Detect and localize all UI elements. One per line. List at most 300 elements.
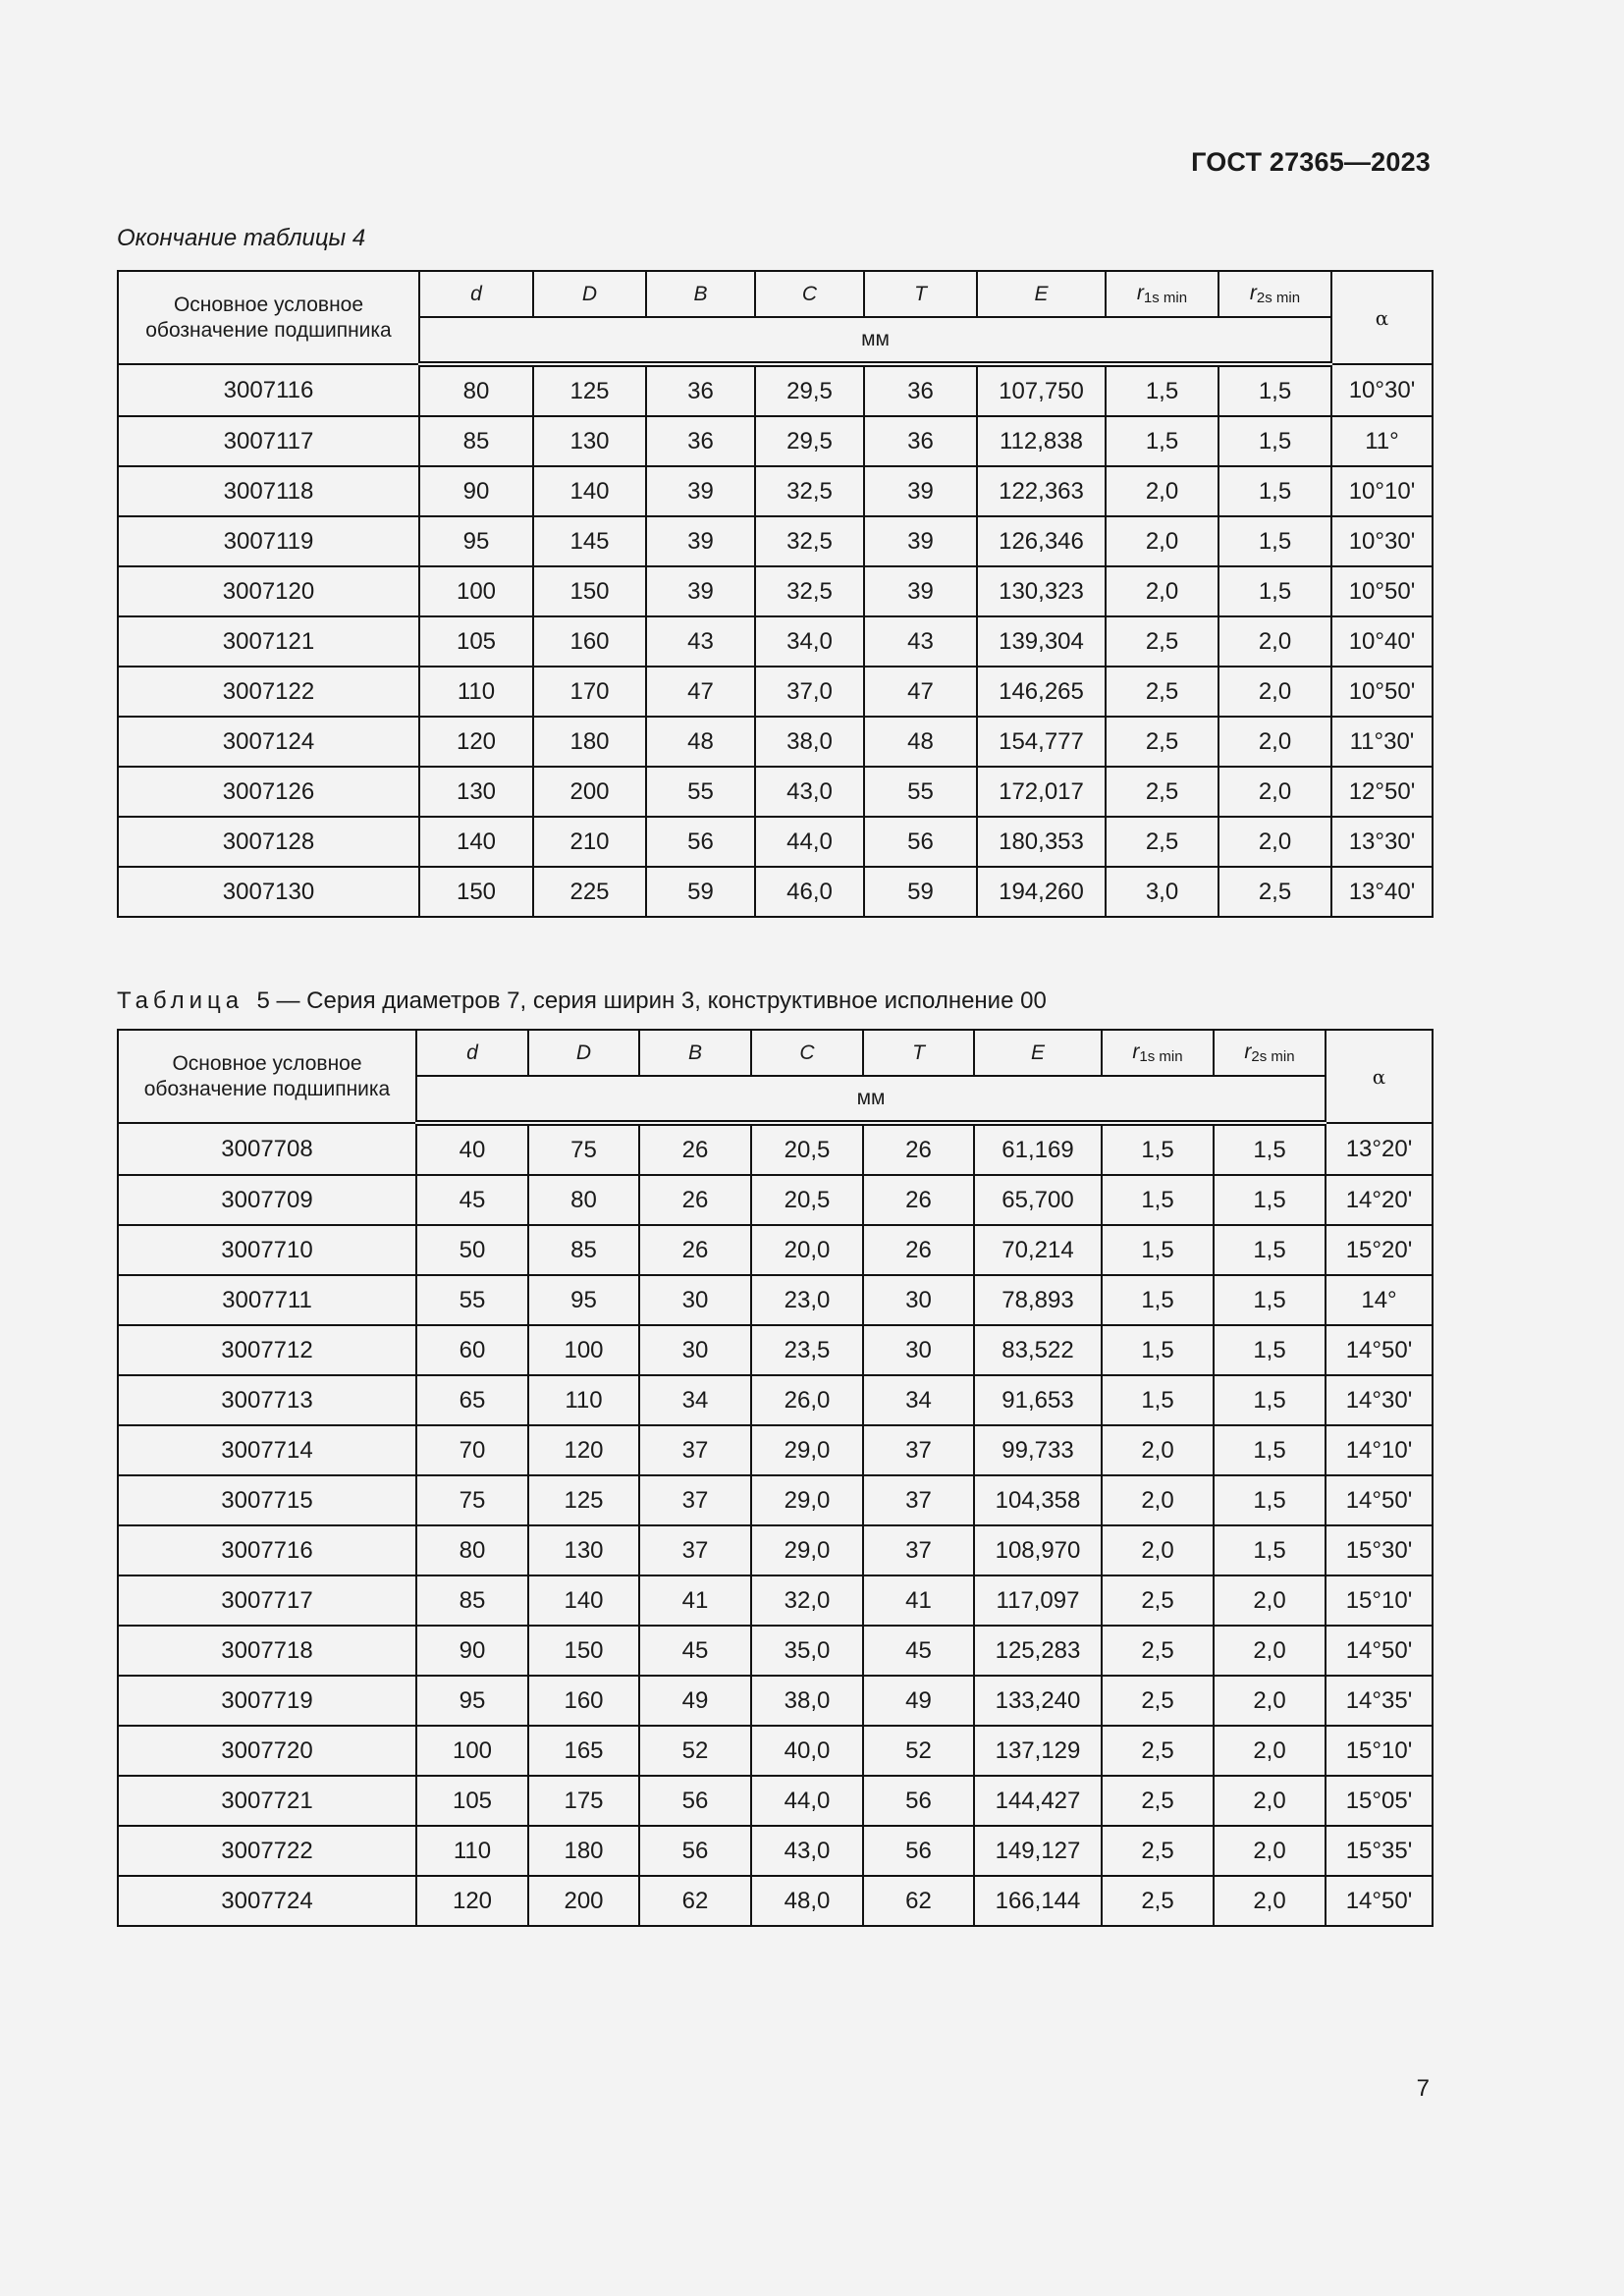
cell-d: 85 [416, 1575, 528, 1626]
table-row [118, 566, 1433, 616]
cell-D: 200 [533, 767, 646, 817]
cell-d: 150 [419, 867, 533, 917]
cell-alpha: 13°20' [1326, 1123, 1433, 1175]
cell-alpha: 15°30' [1326, 1525, 1433, 1575]
cell-r1s-min: 2,0 [1102, 1425, 1214, 1475]
cell-D: 210 [533, 817, 646, 867]
col-header-C: C [755, 271, 864, 317]
cell-r2s-min: 2,0 [1214, 1776, 1326, 1826]
cell-B: 41 [639, 1575, 751, 1626]
table-row [118, 416, 1433, 466]
cell-D: 130 [528, 1525, 639, 1575]
cell-alpha: 14°50' [1326, 1876, 1433, 1926]
cell-designation: 3007120 [118, 566, 419, 616]
cell-alpha: 13°30' [1331, 817, 1433, 867]
cell-B: 56 [639, 1826, 751, 1876]
cell-r2s-min: 1,5 [1214, 1123, 1326, 1175]
cell-designation: 3007121 [118, 616, 419, 667]
cell-d: 95 [416, 1676, 528, 1726]
cell-designation: 3007716 [118, 1525, 416, 1575]
cell-C: 32,5 [755, 566, 864, 616]
cell-alpha: 14°10' [1326, 1425, 1433, 1475]
cell-d: 120 [419, 717, 533, 767]
cell-T: 56 [863, 1776, 974, 1826]
table5-caption: Таблица 5 — Серия диаметров 7, серия ширин 3, конструктивное исполнение 00 [117, 988, 1047, 1014]
cell-r1s-min: 1,5 [1102, 1275, 1214, 1325]
cell-r1s-min: 2,5 [1106, 817, 1218, 867]
cell-D: 100 [528, 1325, 639, 1375]
cell-E: 125,283 [974, 1626, 1102, 1676]
cell-E: 154,777 [977, 717, 1106, 767]
cell-E: 137,129 [974, 1726, 1102, 1776]
cell-T: 30 [863, 1275, 974, 1325]
table-row [118, 767, 1433, 817]
cell-r1s-min: 2,5 [1102, 1626, 1214, 1676]
cell-C: 34,0 [755, 616, 864, 667]
cell-C: 29,0 [751, 1425, 863, 1475]
cell-D: 160 [533, 616, 646, 667]
cell-designation: 3007128 [118, 817, 419, 867]
table4-caption: Окончание таблицы 4 [117, 225, 366, 251]
cell-alpha: 14° [1326, 1275, 1433, 1325]
cell-C: 40,0 [751, 1726, 863, 1776]
table-row [118, 1726, 1433, 1776]
cell-r1s-min: 2,5 [1106, 767, 1218, 817]
unit-header: мм [419, 317, 1331, 364]
cell-designation: 3007721 [118, 1776, 416, 1826]
cell-D: 150 [533, 566, 646, 616]
cell-C: 20,0 [751, 1225, 863, 1275]
table-row [118, 1776, 1433, 1826]
cell-B: 26 [639, 1225, 751, 1275]
cell-r1s-min: 2,5 [1106, 717, 1218, 767]
cell-D: 150 [528, 1626, 639, 1676]
cell-C: 38,0 [751, 1676, 863, 1726]
cell-r2s-min: 2,0 [1218, 767, 1331, 817]
cell-r1s-min: 1,5 [1102, 1123, 1214, 1175]
cell-r1s-min: 2,5 [1102, 1575, 1214, 1626]
cell-r1s-min: 2,5 [1102, 1826, 1214, 1876]
cell-E: 99,733 [974, 1425, 1102, 1475]
cell-E: 130,323 [977, 566, 1106, 616]
table-5 [117, 1029, 1434, 1927]
cell-alpha: 14°50' [1326, 1475, 1433, 1525]
cell-T: 59 [864, 867, 977, 917]
cell-T: 36 [864, 416, 977, 466]
cell-T: 26 [863, 1175, 974, 1225]
cell-designation: 3007724 [118, 1876, 416, 1926]
cell-alpha: 10°40' [1331, 616, 1433, 667]
cell-d: 85 [419, 416, 533, 466]
cell-E: 65,700 [974, 1175, 1102, 1225]
cell-designation: 3007711 [118, 1275, 416, 1325]
cell-alpha: 13°40' [1331, 867, 1433, 917]
table-row [118, 516, 1433, 566]
cell-T: 39 [864, 566, 977, 616]
cell-D: 140 [533, 466, 646, 516]
cell-alpha: 14°20' [1326, 1175, 1433, 1225]
cell-designation: 3007713 [118, 1375, 416, 1425]
table-row [118, 1123, 1433, 1175]
cell-C: 32,5 [755, 516, 864, 566]
cell-d: 120 [416, 1876, 528, 1926]
cell-alpha: 15°05' [1326, 1776, 1433, 1826]
cell-r2s-min: 2,0 [1214, 1726, 1326, 1776]
cell-alpha: 10°50' [1331, 566, 1433, 616]
cell-D: 140 [528, 1575, 639, 1626]
cell-C: 23,5 [751, 1325, 863, 1375]
cell-d: 110 [416, 1826, 528, 1876]
col-header-r1s-min: $r_{1s min}$ [1106, 271, 1218, 317]
cell-alpha: 10°10' [1331, 466, 1433, 516]
cell-d: 100 [419, 566, 533, 616]
cell-alpha: 12°50' [1331, 767, 1433, 817]
cell-alpha: 14°50' [1326, 1626, 1433, 1676]
cell-T: 48 [864, 717, 977, 767]
cell-r2s-min: 2,0 [1214, 1876, 1326, 1926]
cell-C: 37,0 [755, 667, 864, 717]
cell-d: 40 [416, 1123, 528, 1175]
cell-D: 85 [528, 1225, 639, 1275]
col-header-D: D [528, 1030, 639, 1076]
cell-D: 120 [528, 1425, 639, 1475]
unit-header: мм [416, 1076, 1326, 1123]
cell-r1s-min: 1,5 [1102, 1175, 1214, 1225]
cell-T: 55 [864, 767, 977, 817]
cell-T: 37 [863, 1425, 974, 1475]
cell-designation: 3007126 [118, 767, 419, 817]
table-row [118, 1575, 1433, 1626]
cell-D: 130 [533, 416, 646, 466]
cell-E: 149,127 [974, 1826, 1102, 1876]
col-header-r1s-min: $r_{1s min}$ [1102, 1030, 1214, 1076]
cell-designation: 3007122 [118, 667, 419, 717]
table-row [118, 364, 1433, 416]
col-header-T: T [863, 1030, 974, 1076]
cell-d: 70 [416, 1425, 528, 1475]
cell-B: 47 [646, 667, 755, 717]
col-header-T: T [864, 271, 977, 317]
col-header-r2s-min: $r_{2s min}$ [1218, 271, 1331, 317]
cell-alpha: 15°10' [1326, 1726, 1433, 1776]
cell-T: 26 [863, 1123, 974, 1175]
cell-designation: 3007118 [118, 466, 419, 516]
cell-D: 80 [528, 1175, 639, 1225]
cell-alpha: 11° [1331, 416, 1433, 466]
cell-r1s-min: 2,0 [1102, 1525, 1214, 1575]
cell-r1s-min: 2,5 [1102, 1776, 1214, 1826]
cell-C: 23,0 [751, 1275, 863, 1325]
cell-r1s-min: 1,5 [1102, 1325, 1214, 1375]
cell-r2s-min: 1,5 [1218, 364, 1331, 416]
cell-E: 194,260 [977, 867, 1106, 917]
cell-B: 30 [639, 1325, 751, 1375]
cell-alpha: 15°20' [1326, 1225, 1433, 1275]
cell-r1s-min: 2,0 [1102, 1475, 1214, 1525]
cell-designation: 3007714 [118, 1425, 416, 1475]
cell-E: 91,653 [974, 1375, 1102, 1425]
cell-designation: 3007117 [118, 416, 419, 466]
designation-header: Основное условное обозначение подшипника [118, 271, 419, 364]
cell-r2s-min: 2,0 [1214, 1575, 1326, 1626]
cell-B: 26 [639, 1175, 751, 1225]
cell-d: 90 [419, 466, 533, 516]
cell-designation: 3007709 [118, 1175, 416, 1225]
col-header-E: E [977, 271, 1106, 317]
cell-D: 180 [528, 1826, 639, 1876]
cell-E: 146,265 [977, 667, 1106, 717]
cell-D: 170 [533, 667, 646, 717]
page-number: 7 [1416, 2075, 1430, 2102]
cell-B: 34 [639, 1375, 751, 1425]
table-row [118, 717, 1433, 767]
cell-T: 34 [863, 1375, 974, 1425]
cell-T: 26 [863, 1225, 974, 1275]
cell-designation: 3007124 [118, 717, 419, 767]
cell-E: 144,427 [974, 1776, 1102, 1826]
cell-B: 56 [639, 1776, 751, 1826]
cell-r2s-min: 1,5 [1214, 1175, 1326, 1225]
cell-r2s-min: 1,5 [1214, 1325, 1326, 1375]
cell-r2s-min: 1,5 [1214, 1425, 1326, 1475]
cell-designation: 3007708 [118, 1123, 416, 1175]
cell-r1s-min: 3,0 [1106, 867, 1218, 917]
col-header-d: d [416, 1030, 528, 1076]
cell-B: 30 [639, 1275, 751, 1325]
table-4 [117, 270, 1434, 918]
cell-B: 55 [646, 767, 755, 817]
cell-C: 46,0 [755, 867, 864, 917]
cell-D: 145 [533, 516, 646, 566]
cell-designation: 3007715 [118, 1475, 416, 1525]
cell-C: 48,0 [751, 1876, 863, 1926]
cell-B: 37 [639, 1525, 751, 1575]
cell-D: 165 [528, 1726, 639, 1776]
cell-E: 108,970 [974, 1525, 1102, 1575]
cell-r1s-min: 2,5 [1102, 1726, 1214, 1776]
cell-r1s-min: 1,5 [1102, 1375, 1214, 1425]
cell-C: 44,0 [751, 1776, 863, 1826]
cell-alpha: 10°30' [1331, 516, 1433, 566]
table-row [118, 1676, 1433, 1726]
table-row [118, 1425, 1433, 1475]
cell-r2s-min: 2,0 [1218, 817, 1331, 867]
cell-T: 41 [863, 1575, 974, 1626]
cell-designation: 3007717 [118, 1575, 416, 1626]
table-row [118, 867, 1433, 917]
cell-r2s-min: 2,0 [1214, 1676, 1326, 1726]
cell-T: 39 [864, 466, 977, 516]
cell-E: 112,838 [977, 416, 1106, 466]
cell-d: 80 [419, 364, 533, 416]
cell-E: 78,893 [974, 1275, 1102, 1325]
cell-B: 49 [639, 1676, 751, 1726]
table-row [118, 1525, 1433, 1575]
cell-designation: 3007130 [118, 867, 419, 917]
cell-d: 80 [416, 1525, 528, 1575]
cell-B: 43 [646, 616, 755, 667]
cell-r2s-min: 2,0 [1218, 616, 1331, 667]
cell-alpha: 14°35' [1326, 1676, 1433, 1726]
cell-C: 32,5 [755, 466, 864, 516]
col-header-alpha: α [1326, 1030, 1433, 1123]
cell-r1s-min: 2,5 [1102, 1876, 1214, 1926]
cell-r2s-min: 1,5 [1218, 516, 1331, 566]
cell-D: 95 [528, 1275, 639, 1325]
cell-d: 45 [416, 1175, 528, 1225]
cell-B: 39 [646, 466, 755, 516]
col-header-B: B [646, 271, 755, 317]
cell-C: 43,0 [755, 767, 864, 817]
cell-E: 70,214 [974, 1225, 1102, 1275]
table-row [118, 1876, 1433, 1926]
cell-alpha: 15°35' [1326, 1826, 1433, 1876]
cell-D: 75 [528, 1123, 639, 1175]
table-row [118, 1826, 1433, 1876]
cell-E: 61,169 [974, 1123, 1102, 1175]
cell-B: 37 [639, 1425, 751, 1475]
table-row [118, 667, 1433, 717]
cell-r1s-min: 1,5 [1102, 1225, 1214, 1275]
designation-header: Основное условное обозначение подшипника [118, 1030, 416, 1123]
table-row [118, 466, 1433, 516]
cell-r2s-min: 1,5 [1218, 416, 1331, 466]
cell-d: 95 [419, 516, 533, 566]
table-row [118, 1275, 1433, 1325]
cell-D: 175 [528, 1776, 639, 1826]
cell-B: 56 [646, 817, 755, 867]
cell-C: 29,5 [755, 416, 864, 466]
cell-T: 43 [864, 616, 977, 667]
col-header-d: d [419, 271, 533, 317]
cell-alpha: 10°30' [1331, 364, 1433, 416]
table-row [118, 1225, 1433, 1275]
cell-r1s-min: 2,5 [1106, 667, 1218, 717]
cell-d: 90 [416, 1626, 528, 1676]
cell-r2s-min: 2,5 [1218, 867, 1331, 917]
cell-T: 62 [863, 1876, 974, 1926]
table-row [118, 1375, 1433, 1425]
cell-E: 104,358 [974, 1475, 1102, 1525]
cell-D: 110 [528, 1375, 639, 1425]
cell-T: 37 [863, 1475, 974, 1525]
table-row [118, 1626, 1433, 1676]
cell-D: 160 [528, 1676, 639, 1726]
cell-r1s-min: 1,5 [1106, 416, 1218, 466]
cell-designation: 3007720 [118, 1726, 416, 1776]
cell-r1s-min: 2,5 [1106, 616, 1218, 667]
cell-T: 45 [863, 1626, 974, 1676]
table-row [118, 1475, 1433, 1525]
cell-D: 200 [528, 1876, 639, 1926]
cell-B: 39 [646, 516, 755, 566]
cell-C: 26,0 [751, 1375, 863, 1425]
cell-r1s-min: 2,0 [1106, 516, 1218, 566]
cell-r1s-min: 2,0 [1106, 466, 1218, 516]
cell-C: 20,5 [751, 1123, 863, 1175]
cell-designation: 3007718 [118, 1626, 416, 1676]
cell-r1s-min: 1,5 [1106, 364, 1218, 416]
cell-designation: 3007710 [118, 1225, 416, 1275]
cell-d: 60 [416, 1325, 528, 1375]
cell-E: 107,750 [977, 364, 1106, 416]
cell-d: 105 [416, 1776, 528, 1826]
col-header-alpha: α [1331, 271, 1433, 364]
cell-r2s-min: 1,5 [1218, 566, 1331, 616]
cell-designation: 3007119 [118, 516, 419, 566]
cell-E: 117,097 [974, 1575, 1102, 1626]
cell-C: 20,5 [751, 1175, 863, 1225]
cell-C: 29,0 [751, 1525, 863, 1575]
cell-T: 36 [864, 364, 977, 416]
cell-d: 100 [416, 1726, 528, 1776]
cell-C: 29,5 [755, 364, 864, 416]
cell-T: 30 [863, 1325, 974, 1375]
cell-T: 47 [864, 667, 977, 717]
cell-C: 44,0 [755, 817, 864, 867]
document-code: ГОСТ 27365—2023 [1191, 147, 1431, 177]
cell-B: 48 [646, 717, 755, 767]
cell-r2s-min: 1,5 [1218, 466, 1331, 516]
cell-E: 126,346 [977, 516, 1106, 566]
cell-alpha: 15°10' [1326, 1575, 1433, 1626]
col-header-B: B [639, 1030, 751, 1076]
cell-r2s-min: 1,5 [1214, 1475, 1326, 1525]
cell-r2s-min: 1,5 [1214, 1525, 1326, 1575]
col-header-E: E [974, 1030, 1102, 1076]
col-header-r2s-min: $r_{2s min}$ [1214, 1030, 1326, 1076]
table-row [118, 1175, 1433, 1225]
cell-alpha: 14°30' [1326, 1375, 1433, 1425]
cell-D: 225 [533, 867, 646, 917]
cell-d: 50 [416, 1225, 528, 1275]
cell-d: 105 [419, 616, 533, 667]
cell-B: 52 [639, 1726, 751, 1776]
cell-C: 38,0 [755, 717, 864, 767]
cell-r2s-min: 1,5 [1214, 1275, 1326, 1325]
cell-T: 37 [863, 1525, 974, 1575]
cell-D: 180 [533, 717, 646, 767]
cell-r2s-min: 1,5 [1214, 1225, 1326, 1275]
cell-D: 125 [533, 364, 646, 416]
cell-C: 29,0 [751, 1475, 863, 1525]
cell-B: 26 [639, 1123, 751, 1175]
cell-B: 37 [639, 1475, 751, 1525]
cell-alpha: 11°30' [1331, 717, 1433, 767]
cell-E: 172,017 [977, 767, 1106, 817]
cell-T: 49 [863, 1676, 974, 1726]
cell-E: 133,240 [974, 1676, 1102, 1726]
cell-T: 56 [863, 1826, 974, 1876]
cell-B: 36 [646, 416, 755, 466]
cell-r1s-min: 2,0 [1106, 566, 1218, 616]
cell-designation: 3007722 [118, 1826, 416, 1876]
cell-d: 55 [416, 1275, 528, 1325]
table-row [118, 1325, 1433, 1375]
cell-B: 62 [639, 1876, 751, 1926]
cell-E: 180,353 [977, 817, 1106, 867]
cell-r2s-min: 2,0 [1214, 1826, 1326, 1876]
cell-T: 39 [864, 516, 977, 566]
cell-r2s-min: 2,0 [1218, 667, 1331, 717]
cell-r1s-min: 2,5 [1102, 1676, 1214, 1726]
cell-C: 43,0 [751, 1826, 863, 1876]
table-row [118, 616, 1433, 667]
cell-B: 45 [639, 1626, 751, 1676]
cell-T: 56 [864, 817, 977, 867]
cell-designation: 3007712 [118, 1325, 416, 1375]
cell-B: 59 [646, 867, 755, 917]
